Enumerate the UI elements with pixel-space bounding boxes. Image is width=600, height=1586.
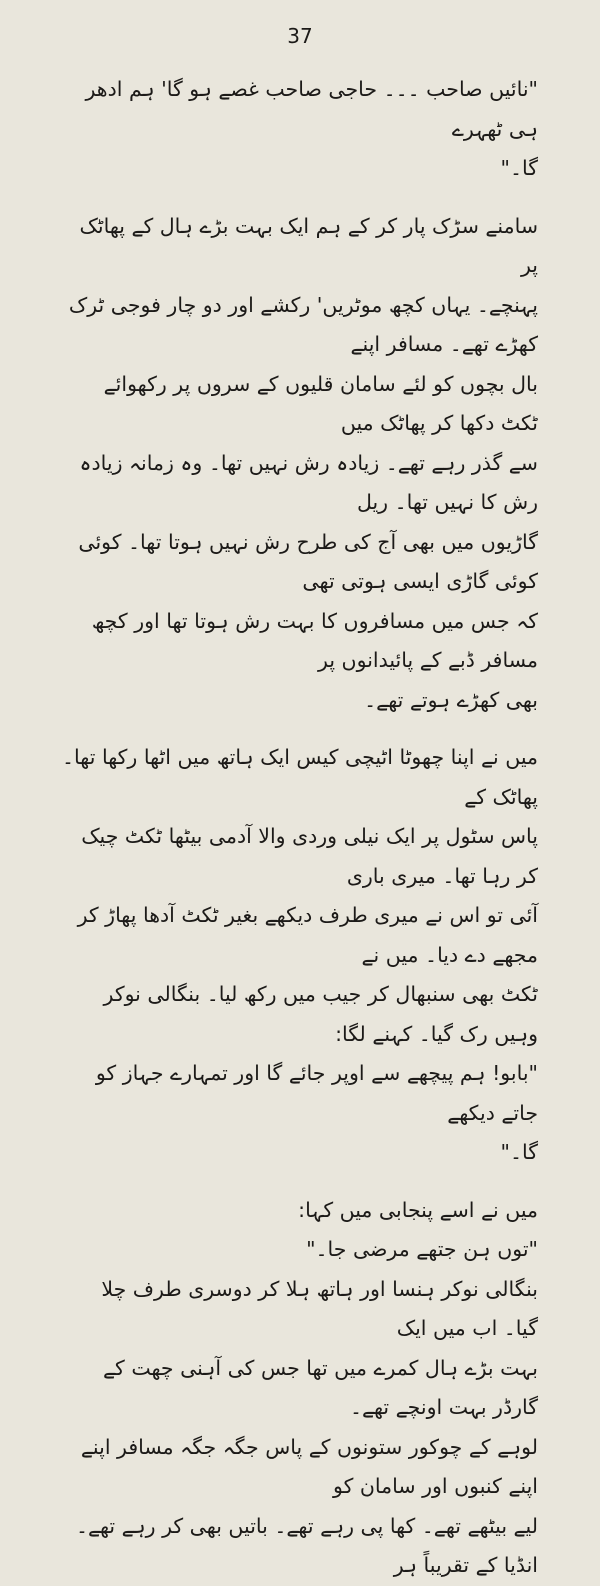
page-text — [62, 70, 538, 1586]
text-line: "توں ہن جتھے مرضی جا۔" — [306, 1237, 538, 1261]
text-line: گا۔" — [500, 156, 538, 180]
page-number: 37 — [287, 24, 313, 48]
text-line: "بابو! ہم پیچھے سے اوپر جائے گا اور تمہارے جہاز کو جاتے دیکھے — [95, 1061, 538, 1125]
text-line: میں نے اسے پنجابی میں کہا: — [298, 1197, 538, 1222]
text-line: بہت بڑے ہال کمرے میں تھا جس کی آہنی چھت کے گارڈر بہت اونچے تھے۔ — [103, 1355, 538, 1419]
text-line: لیے بیٹھے تھے۔ کھا پی رہے تھے۔ باتیں بھی کر رہے تھے۔ انڈیا کے تقریباً ہر — [75, 1513, 538, 1577]
text-line: پاس سٹول پر ایک نیلی وردی والا آدمی بیٹھا ٹکٹ چیک کر رہا تھا۔ میری باری — [81, 824, 538, 888]
paragraph-gap — [62, 1173, 538, 1191]
paragraph-gap — [62, 189, 538, 207]
text-line: پہنچے۔ یہاں کچھ موٹریں' رکشے اور دو چار فوجی ٹرک کھڑے تھے۔ مسافر اپنے — [68, 292, 538, 356]
text-line: "نائیں صاحب ۔۔۔ حاجی صاحب غصے ہو گا' ہم ادھر ہی ٹھہرے — [85, 77, 538, 141]
text-line: بنگالی نوکر ہنسا اور ہاتھ ہلا کر دوسری طرف چلا گیا۔ اب میں ایک — [101, 1276, 538, 1340]
text-line: سے گذر رہے تھے۔ زیادہ رش نہیں تھا۔ وہ زمانہ زیادہ رش کا نہیں تھا۔ ریل — [79, 450, 538, 514]
text-line: ٹکٹ بھی سنبھال کر جیب میں رکھ لیا۔ بنگالی نوکر وہیں رک گیا۔ کہنے لگا: — [103, 982, 538, 1046]
text-line: میں نے اپنا چھوٹا اٹیچی کیس ایک ہاتھ میں اٹھا رکھا تھا۔ پھاٹک کے — [62, 745, 538, 809]
text-line: سامنے سڑک پار کر کے ہم ایک بہت بڑے ہال کے پھاٹک پر — [79, 213, 538, 277]
text-line: گا۔" — [500, 1140, 538, 1164]
text-line: گاڑیوں میں بھی آج کی طرح رش نہیں ہوتا تھا۔ کوئی کوئی گاڑی ایسی ہوتی تھی — [78, 529, 538, 593]
text-line: بھی کھڑے ہوتے تھے۔ — [364, 687, 538, 712]
paragraph-gap — [62, 720, 538, 738]
text-line: بال بچوں کو لئے سامان قلیوں کے سروں پر رکھوائے ٹکٹ دکھا کر پھاٹک میں — [103, 371, 538, 435]
text-line: کہ جس میں مسافروں کا بہت رش ہوتا تھا اور کچھ مسافر ڈبے کے پائیدانوں پر — [91, 608, 538, 672]
text-line: لوہے کے چوکور ستونوں کے پاس جگہ جگہ مسافر اپنے اپنے کنبوں اور سامان کو — [80, 1434, 538, 1498]
text-line: آئی تو اس نے میری طرف دیکھے بغیر ٹکٹ آدھا پھاڑ کر مجھے دے دیا۔ میں نے — [77, 903, 538, 967]
